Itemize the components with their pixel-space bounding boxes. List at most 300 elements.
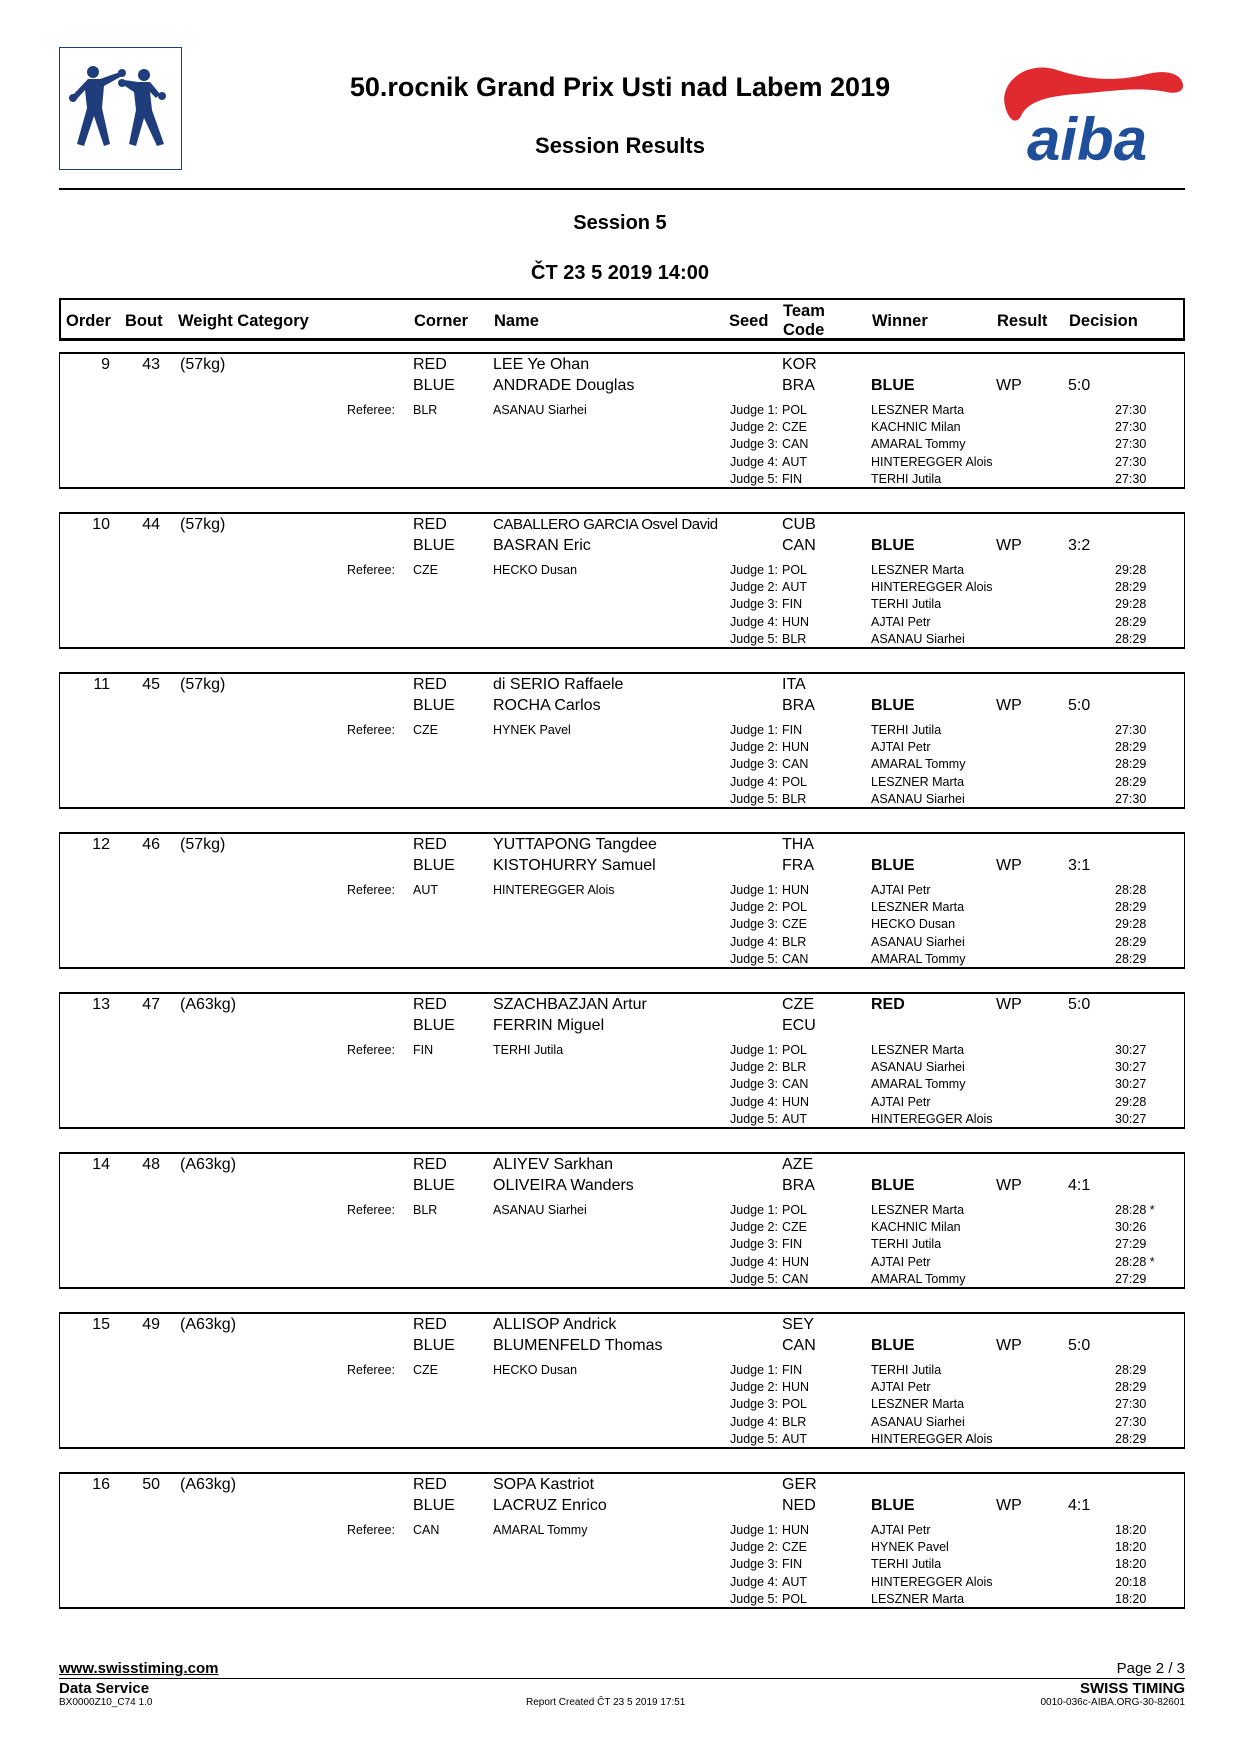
- judge-name: ASANAU Siarhei: [871, 631, 965, 646]
- decision-score: 5:0: [1068, 996, 1091, 1013]
- judge-score: 18:20: [1115, 1591, 1147, 1606]
- judge-name: HINTEREGGER Alois: [871, 1574, 993, 1589]
- col-winner: Winner: [872, 312, 928, 330]
- judge-label: Judge 3:: [730, 1557, 778, 1572]
- judge-nationality: POL: [782, 1591, 808, 1606]
- bout-order: 11: [93, 676, 110, 693]
- judge-label: Judge 5:: [730, 791, 778, 806]
- col-team-code: Code: [783, 321, 825, 339]
- judge-nationality: FIN: [782, 1363, 803, 1377]
- col-seed: Seed: [729, 312, 769, 330]
- judge-score: 30:27: [1115, 1111, 1147, 1126]
- corner-red: RED: [413, 996, 447, 1013]
- blue-boxer-name: KISTOHURRY Samuel: [493, 857, 656, 874]
- red-boxer-name: LEE Ye Ohan: [493, 356, 590, 373]
- judge-score: 28:29: [1115, 614, 1147, 629]
- judge-name: LESZNER Marta: [871, 900, 965, 915]
- judge-score: 28:28: [1115, 883, 1147, 897]
- corner-blue: BLUE: [413, 857, 455, 874]
- judge-score: 28:29: [1115, 951, 1147, 966]
- red-boxer-name: ALLISOP Andrick: [493, 1316, 617, 1333]
- blue-team-code: ECU: [782, 1017, 816, 1034]
- judge-label: Judge 2:: [730, 580, 778, 595]
- judge-nationality: FIN: [782, 1237, 803, 1252]
- footer-page-number: Page 2 / 3: [1116, 1660, 1185, 1677]
- bout-block: [59, 1472, 1185, 1609]
- red-boxer-name: di SERIO Raffaele: [493, 676, 624, 693]
- col-weight-category: Weight Category: [178, 312, 309, 330]
- bout-order: 10: [92, 516, 110, 533]
- judge-name: HINTEREGGER Alois: [871, 1431, 993, 1446]
- judge-label: Judge 3:: [730, 597, 778, 612]
- weight-category: (57kg): [180, 356, 226, 373]
- judge-score: 28:29: [1115, 1380, 1147, 1395]
- judge-label: Judge 3:: [730, 757, 778, 772]
- judge-nationality: AUT: [782, 1111, 807, 1126]
- referee-label: Referee:: [347, 1203, 395, 1217]
- judge-nationality: HUN: [782, 1380, 810, 1395]
- referee-nationality: CZE: [413, 563, 438, 577]
- bout-number: 47: [142, 996, 160, 1013]
- judge-nationality: POL: [782, 1203, 808, 1217]
- winner-corner: BLUE: [871, 697, 915, 714]
- bout-number: 45: [142, 676, 160, 693]
- judge-score: 30:27: [1115, 1060, 1147, 1075]
- bout-block: [59, 1152, 1185, 1289]
- judge-name: ASANAU Siarhei: [871, 1060, 965, 1075]
- bout-block: [59, 672, 1185, 809]
- result-type: WP: [996, 857, 1022, 874]
- decision-score: 4:1: [1068, 1497, 1091, 1514]
- bout-order: 16: [92, 1476, 110, 1493]
- bout-order: 13: [92, 996, 110, 1013]
- footer-url-link[interactable]: www.swisstiming.com: [59, 1660, 219, 1677]
- winner-corner: BLUE: [871, 1497, 915, 1514]
- referee-nationality: FIN: [413, 1043, 434, 1057]
- judge-label: Judge 1:: [730, 403, 778, 417]
- judge-label: Judge 1:: [730, 723, 778, 737]
- judge-score: 28:28 *: [1115, 1203, 1155, 1217]
- footer-data-service: Data Service: [59, 1680, 150, 1697]
- judge-nationality: POL: [782, 1397, 808, 1412]
- referee-name: HECKO Dusan: [493, 1363, 578, 1377]
- judge-label: Judge 3:: [730, 437, 778, 452]
- corner-red: RED: [413, 1156, 447, 1173]
- judge-score: 27:29: [1115, 1237, 1147, 1252]
- judge-nationality: BLR: [782, 1414, 807, 1429]
- judge-score: 29:28: [1115, 1094, 1147, 1109]
- judge-nationality: HUN: [782, 740, 810, 755]
- blue-team-code: NED: [782, 1497, 816, 1514]
- judge-label: Judge 2:: [730, 420, 778, 435]
- judge-nationality: BLR: [782, 631, 807, 646]
- judge-name: LESZNER Marta: [871, 403, 965, 417]
- judge-nationality: POL: [782, 1043, 808, 1057]
- judge-score: 27:30: [1115, 437, 1147, 452]
- judge-name: LESZNER Marta: [871, 1591, 965, 1606]
- bout-block: [59, 352, 1185, 489]
- judge-score: 30:26: [1115, 1220, 1147, 1235]
- decision-score: 3:1: [1068, 857, 1091, 874]
- referee-label: Referee:: [347, 1363, 395, 1377]
- judge-name: HYNEK Pavel: [871, 1540, 949, 1555]
- judge-score: 28:29: [1115, 774, 1147, 789]
- bout-order: 9: [101, 356, 110, 373]
- judge-label: Judge 4:: [730, 774, 778, 789]
- blue-team-code: BRA: [782, 697, 815, 714]
- judge-nationality: CZE: [782, 1540, 807, 1555]
- referee-nationality: CAN: [413, 1523, 440, 1537]
- blue-boxer-name: FERRIN Miguel: [493, 1017, 605, 1034]
- judge-label: Judge 2:: [730, 740, 778, 755]
- blue-boxer-name: ROCHA Carlos: [493, 697, 601, 714]
- bout-block: [59, 1312, 1185, 1449]
- footer-company: SWISS TIMING: [1080, 1680, 1185, 1697]
- red-boxer-name: ALIYEV Sarkhan: [493, 1156, 614, 1173]
- referee-label: Referee:: [347, 883, 395, 897]
- judge-nationality: POL: [782, 900, 808, 915]
- judge-nationality: CZE: [782, 420, 807, 435]
- red-boxer-name: SOPA Kastriot: [493, 1476, 595, 1493]
- bout-block: [59, 512, 1185, 649]
- judge-score: 27:30: [1115, 1414, 1147, 1429]
- judge-label: Judge 3:: [730, 1077, 778, 1092]
- judge-nationality: POL: [782, 774, 808, 789]
- judge-label: Judge 1:: [730, 1203, 778, 1217]
- result-type: WP: [996, 996, 1022, 1013]
- judge-name: AMARAL Tommy: [871, 1271, 966, 1286]
- judge-nationality: CAN: [782, 951, 809, 966]
- winner-corner: BLUE: [871, 857, 915, 874]
- judge-name: AJTAI Petr: [871, 1254, 931, 1269]
- judge-name: TERHI Jutila: [871, 723, 942, 737]
- red-team-code: CUB: [782, 516, 816, 533]
- blue-boxer-name: BASRAN Eric: [493, 537, 591, 554]
- judge-label: Judge 2:: [730, 900, 778, 915]
- judge-score: 27:30: [1115, 403, 1147, 417]
- winner-corner: BLUE: [871, 1177, 915, 1194]
- judge-score: 29:28: [1115, 597, 1147, 612]
- result-type: WP: [996, 697, 1022, 714]
- judge-name: LESZNER Marta: [871, 1397, 965, 1412]
- corner-red: RED: [413, 1316, 447, 1333]
- red-team-code: CZE: [782, 996, 814, 1013]
- judge-score: 27:30: [1115, 1397, 1147, 1412]
- judge-score: 28:29: [1115, 900, 1147, 915]
- weight-category: (57kg): [180, 676, 226, 693]
- winner-corner: RED: [871, 996, 905, 1013]
- judge-name: HINTEREGGER Alois: [871, 580, 993, 595]
- judge-nationality: HUN: [782, 614, 810, 629]
- blue-team-code: CAN: [782, 1337, 816, 1354]
- judge-label: Judge 1:: [730, 1043, 778, 1057]
- bout-number: 44: [142, 516, 160, 533]
- judge-nationality: FIN: [782, 1557, 803, 1572]
- judge-label: Judge 1:: [730, 1363, 778, 1377]
- referee-name: HECKO Dusan: [493, 563, 578, 577]
- col-decision: Decision: [1069, 312, 1138, 330]
- red-boxer-name: SZACHBAZJAN Artur: [493, 996, 647, 1013]
- session-datetime: ČT 23 5 2019 14:00: [531, 262, 709, 284]
- corner-red: RED: [413, 516, 447, 533]
- judge-name: AMARAL Tommy: [871, 437, 966, 452]
- red-team-code: SEY: [782, 1316, 815, 1333]
- bout-order: 12: [92, 836, 110, 853]
- judge-score: 30:27: [1115, 1043, 1147, 1057]
- corner-blue: BLUE: [413, 697, 455, 714]
- judge-score: 18:20: [1115, 1540, 1147, 1555]
- header-divider: [59, 188, 1185, 190]
- footer-report-created: Report Created ČT 23 5 2019 17:51: [526, 1697, 686, 1708]
- footer-divider: [59, 1678, 1185, 1679]
- judge-name: TERHI Jutila: [871, 1363, 942, 1377]
- corner-blue: BLUE: [413, 537, 455, 554]
- judge-score: 27:30: [1115, 471, 1147, 486]
- referee-nationality: CZE: [413, 723, 438, 737]
- judge-name: ASANAU Siarhei: [871, 1414, 965, 1429]
- judge-name: AJTAI Petr: [871, 1380, 931, 1395]
- bout-number: 48: [142, 1156, 160, 1173]
- judge-score: 29:28: [1115, 917, 1147, 932]
- decision-score: 4:1: [1068, 1177, 1091, 1194]
- judge-label: Judge 3:: [730, 917, 778, 932]
- judge-label: Judge 5:: [730, 1271, 778, 1286]
- corner-red: RED: [413, 1476, 447, 1493]
- referee-nationality: BLR: [413, 403, 438, 417]
- blue-team-code: CAN: [782, 537, 816, 554]
- judge-nationality: CZE: [782, 917, 807, 932]
- judge-label: Judge 3:: [730, 1237, 778, 1252]
- judge-nationality: FIN: [782, 471, 803, 486]
- result-type: WP: [996, 1337, 1022, 1354]
- judge-name: ASANAU Siarhei: [871, 791, 965, 806]
- judge-nationality: CAN: [782, 757, 809, 772]
- footer-ref-code: 0010-036c-AIBA.ORG-30-82601: [1040, 1697, 1185, 1708]
- col-order: Order: [66, 312, 111, 330]
- blue-team-code: FRA: [782, 857, 814, 874]
- judge-label: Judge 1:: [730, 1523, 778, 1537]
- judge-name: AMARAL Tommy: [871, 951, 966, 966]
- referee-label: Referee:: [347, 1523, 395, 1537]
- judge-nationality: BLR: [782, 791, 807, 806]
- judge-name: HINTEREGGER Alois: [871, 454, 993, 469]
- bout-block: [59, 832, 1185, 969]
- judge-name: LESZNER Marta: [871, 774, 965, 789]
- weight-category: (57kg): [180, 836, 226, 853]
- judge-label: Judge 2:: [730, 1540, 778, 1555]
- judge-name: LESZNER Marta: [871, 563, 965, 577]
- judge-name: AMARAL Tommy: [871, 1077, 966, 1092]
- judge-score: 28:29: [1115, 740, 1147, 755]
- judge-label: Judge 4:: [730, 1094, 778, 1109]
- referee-label: Referee:: [347, 1043, 395, 1057]
- judge-nationality: AUT: [782, 580, 807, 595]
- col-name: Name: [494, 312, 539, 330]
- corner-blue: BLUE: [413, 1017, 455, 1034]
- referee-name: HYNEK Pavel: [493, 723, 571, 737]
- bout-number: 50: [142, 1476, 160, 1493]
- col-team: Team: [783, 302, 825, 320]
- referee-label: Referee:: [347, 563, 395, 577]
- judge-label: Judge 4:: [730, 614, 778, 629]
- judge-score: 30:27: [1115, 1077, 1147, 1092]
- judge-label: Judge 2:: [730, 1220, 778, 1235]
- judge-name: AJTAI Petr: [871, 740, 931, 755]
- bout-order: 14: [92, 1156, 110, 1173]
- blue-team-code: BRA: [782, 377, 815, 394]
- judge-label: Judge 5:: [730, 1111, 778, 1126]
- judge-score: 20:18: [1115, 1574, 1147, 1589]
- judge-score: 28:29: [1115, 934, 1147, 949]
- blue-boxer-name: OLIVEIRA Wanders: [493, 1177, 634, 1194]
- bout-number: 46: [142, 836, 160, 853]
- judge-name: ASANAU Siarhei: [871, 934, 965, 949]
- judge-score: 27:30: [1115, 723, 1147, 737]
- judge-nationality: BLR: [782, 934, 807, 949]
- judge-score: 28:29: [1115, 757, 1147, 772]
- referee-label: Referee:: [347, 723, 395, 737]
- judge-label: Judge 5:: [730, 951, 778, 966]
- judge-name: TERHI Jutila: [871, 1557, 942, 1572]
- judge-label: Judge 3:: [730, 1397, 778, 1412]
- judge-score: 27:30: [1115, 420, 1147, 435]
- col-bout: Bout: [125, 312, 163, 330]
- judge-label: Judge 5:: [730, 1591, 778, 1606]
- red-team-code: THA: [782, 836, 814, 853]
- aiba-logo-text: aiba: [1027, 106, 1148, 170]
- judge-score: 27:29: [1115, 1271, 1147, 1286]
- decision-score: 5:0: [1068, 697, 1091, 714]
- judge-name: AJTAI Petr: [871, 883, 931, 897]
- red-team-code: AZE: [782, 1156, 814, 1173]
- page-subtitle: Session Results: [535, 133, 705, 158]
- judge-nationality: CAN: [782, 1077, 809, 1092]
- judge-nationality: CAN: [782, 437, 809, 452]
- bout-number: 49: [142, 1316, 160, 1333]
- result-type: WP: [996, 537, 1022, 554]
- winner-corner: BLUE: [871, 537, 915, 554]
- judge-nationality: CAN: [782, 1271, 809, 1286]
- winner-corner: BLUE: [871, 377, 915, 394]
- col-result: Result: [997, 312, 1048, 330]
- red-boxer-name: YUTTAPONG Tangdee: [493, 836, 657, 853]
- session-label: Session 5: [573, 212, 667, 234]
- judge-name: LESZNER Marta: [871, 1043, 965, 1057]
- decision-score: 3:2: [1068, 537, 1091, 554]
- judge-nationality: AUT: [782, 454, 807, 469]
- judge-label: Judge 4:: [730, 454, 778, 469]
- red-team-code: GER: [782, 1476, 817, 1493]
- judge-name: HINTEREGGER Alois: [871, 1111, 993, 1126]
- judge-name: KACHNIC Milan: [871, 420, 961, 435]
- judge-score: 28:29: [1115, 1363, 1147, 1377]
- red-team-code: KOR: [782, 356, 817, 373]
- judge-label: Judge 2:: [730, 1380, 778, 1395]
- red-boxer-name: CABALLERO GARCIA Osvel David: [493, 516, 718, 533]
- judge-name: KACHNIC Milan: [871, 1220, 961, 1235]
- judge-score: 28:28 *: [1115, 1254, 1155, 1269]
- judge-label: Judge 5:: [730, 631, 778, 646]
- blue-boxer-name: ANDRADE Douglas: [493, 377, 635, 394]
- judge-score: 28:29: [1115, 631, 1147, 646]
- judge-nationality: HUN: [782, 883, 810, 897]
- bout-order: 15: [92, 1316, 110, 1333]
- judge-score: 28:29: [1115, 580, 1147, 595]
- judge-nationality: HUN: [782, 1254, 810, 1269]
- judge-name: AJTAI Petr: [871, 614, 931, 629]
- weight-category: (A63kg): [180, 1476, 237, 1493]
- decision-score: 5:0: [1068, 377, 1091, 394]
- judge-nationality: POL: [782, 403, 808, 417]
- footer-doc-code: BX0000Z10_C74 1.0: [59, 1697, 153, 1708]
- judge-nationality: AUT: [782, 1574, 807, 1589]
- red-team-code: ITA: [782, 676, 806, 693]
- judge-nationality: CZE: [782, 1220, 807, 1235]
- judge-score: 18:20: [1115, 1523, 1147, 1537]
- judge-name: AJTAI Petr: [871, 1094, 931, 1109]
- judge-score: 27:30: [1115, 791, 1147, 806]
- judge-name: AMARAL Tommy: [871, 757, 966, 772]
- judge-name: TERHI Jutila: [871, 471, 942, 486]
- bout-number: 43: [142, 356, 160, 373]
- blue-boxer-name: BLUMENFELD Thomas: [493, 1337, 663, 1354]
- judge-nationality: AUT: [782, 1431, 807, 1446]
- bout-block: [59, 992, 1185, 1129]
- judge-score: 18:20: [1115, 1557, 1147, 1572]
- judge-score: 27:30: [1115, 454, 1147, 469]
- col-corner: Corner: [414, 312, 469, 330]
- corner-red: RED: [413, 836, 447, 853]
- judge-label: Judge 5:: [730, 1431, 778, 1446]
- weight-category: (A63kg): [180, 1316, 237, 1333]
- judge-label: Judge 4:: [730, 1574, 778, 1589]
- referee-nationality: BLR: [413, 1203, 438, 1217]
- judge-name: HECKO Dusan: [871, 917, 956, 932]
- judge-label: Judge 2:: [730, 1060, 778, 1075]
- result-type: WP: [996, 377, 1022, 394]
- corner-red: RED: [413, 676, 447, 693]
- referee-name: AMARAL Tommy: [493, 1523, 588, 1537]
- judge-nationality: FIN: [782, 723, 803, 737]
- corner-blue: BLUE: [413, 1497, 455, 1514]
- table-header: [59, 298, 1185, 341]
- judge-nationality: FIN: [782, 597, 803, 612]
- judge-label: Judge 4:: [730, 1254, 778, 1269]
- blue-boxer-name: LACRUZ Enrico: [493, 1497, 607, 1514]
- judge-name: AJTAI Petr: [871, 1523, 931, 1537]
- referee-name: ASANAU Siarhei: [493, 1203, 587, 1217]
- judge-label: Judge 1:: [730, 883, 778, 897]
- weight-category: (A63kg): [180, 996, 237, 1013]
- corner-blue: BLUE: [413, 1337, 455, 1354]
- judge-name: TERHI Jutila: [871, 1237, 942, 1252]
- judge-label: Judge 4:: [730, 934, 778, 949]
- judge-name: LESZNER Marta: [871, 1203, 965, 1217]
- judge-label: Judge 4:: [730, 1414, 778, 1429]
- result-type: WP: [996, 1177, 1022, 1194]
- winner-corner: BLUE: [871, 1337, 915, 1354]
- referee-nationality: CZE: [413, 1363, 438, 1377]
- judge-label: Judge 1:: [730, 563, 778, 577]
- corner-blue: BLUE: [413, 1177, 455, 1194]
- decision-score: 5:0: [1068, 1337, 1091, 1354]
- judge-score: 29:28: [1115, 563, 1147, 577]
- result-type: WP: [996, 1497, 1022, 1514]
- judge-nationality: HUN: [782, 1523, 810, 1537]
- judge-name: TERHI Jutila: [871, 597, 942, 612]
- referee-label: Referee:: [347, 403, 395, 417]
- judge-nationality: BLR: [782, 1060, 807, 1075]
